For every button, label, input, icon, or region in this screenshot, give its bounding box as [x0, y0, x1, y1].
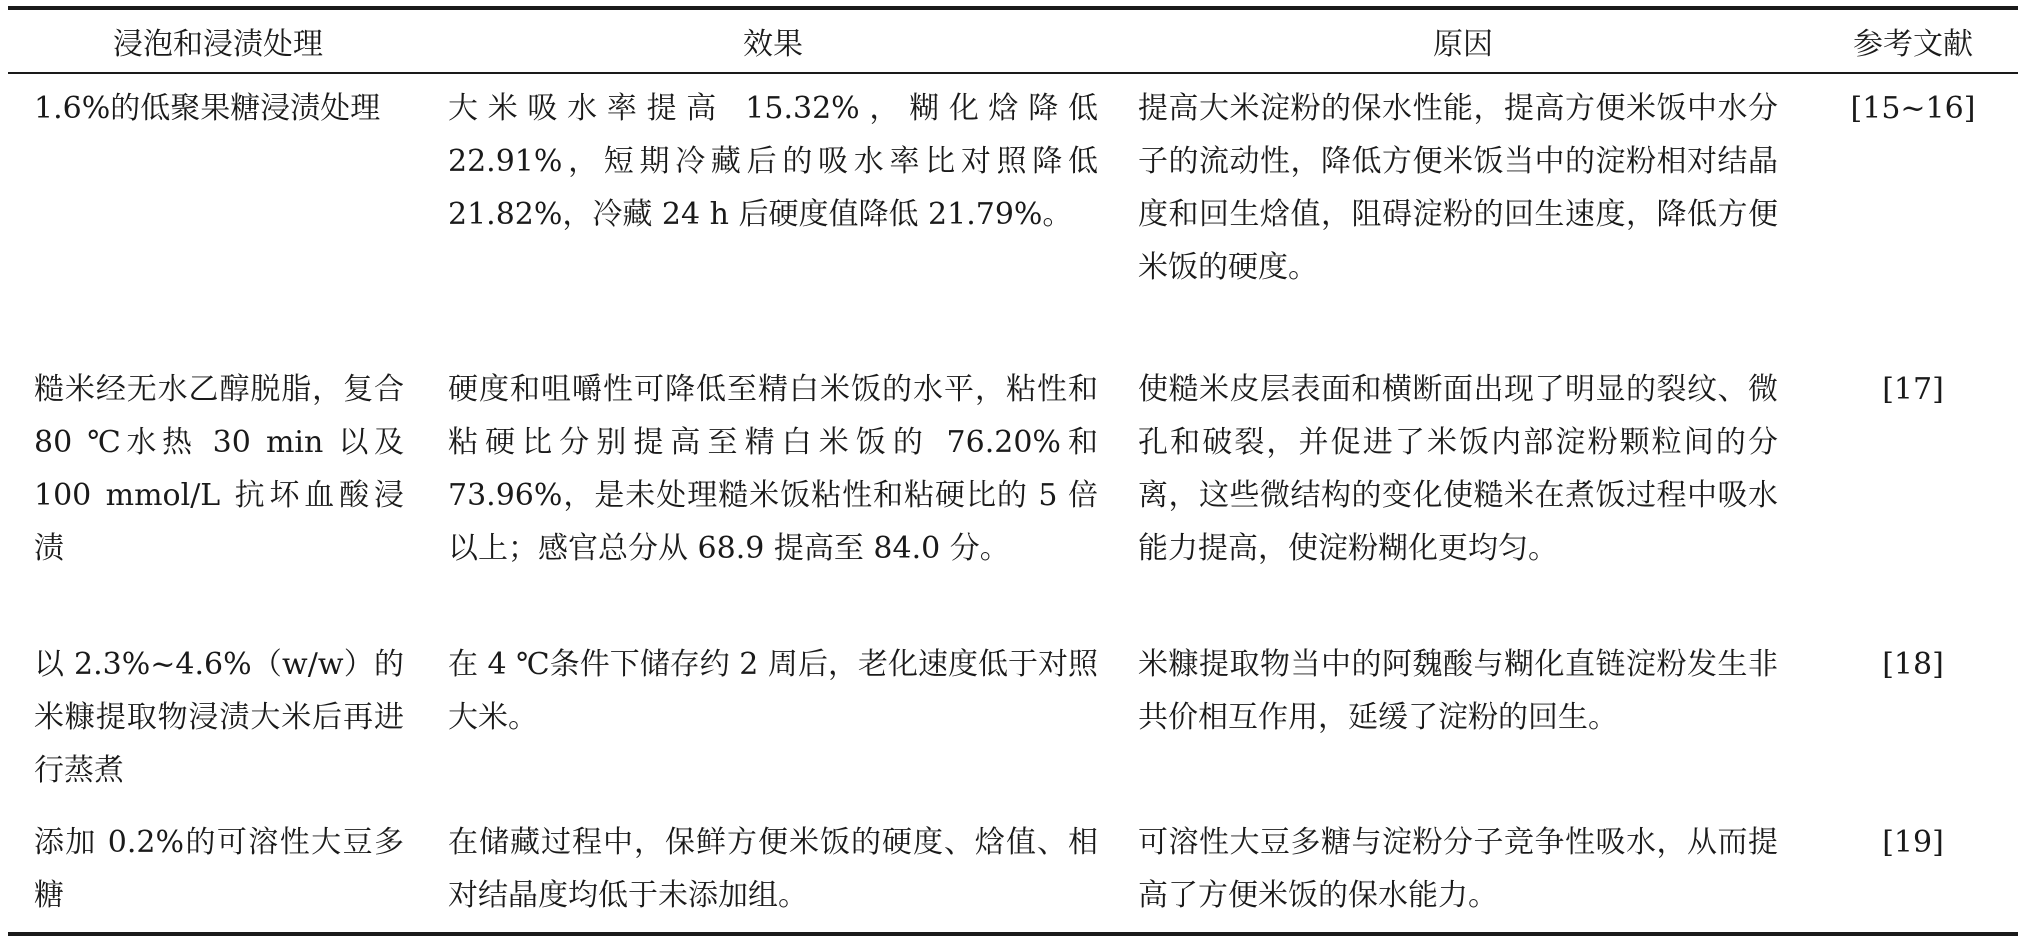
treatment-table: [8, 6, 2018, 936]
header-reference: 参考文献: [1853, 27, 1973, 62]
cell-reference: [18]: [1882, 647, 1944, 682]
cell-treatment: 1.6%的低聚果糖浸渍处理: [34, 91, 381, 126]
header-effect: 效果: [743, 27, 803, 62]
cell-reference: [15~16]: [1850, 91, 1976, 126]
cell-treatment: 糙米经无水乙醇脱脂，复合 80 ℃水热 30 min 以及 100 mmol/L 抗坏血酸浸渍: [34, 372, 404, 566]
table-row: [8, 630, 2018, 808]
cell-treatment: 以 2.3%~4.6%（w/w）的米糠提取物浸渍大米后再进行蒸煮: [34, 647, 404, 788]
table-header-row: [8, 8, 2018, 73]
table-container: [8, 6, 2018, 936]
cell-effect: 大米吸水率提高 15.32%，糊化焓降低 22.91%，短期冷藏后的吸水率比对照降低 21.82%，冷藏 24 h 后硬度值降低 21.79%。: [448, 91, 1098, 232]
cell-reason: 米糠提取物当中的阿魏酸与糊化直链淀粉发生非共价相互作用，延缓了淀粉的回生。: [1138, 647, 1778, 735]
cell-effect: 在储藏过程中，保鲜方便米饭的硬度、焓值、相对结晶度均低于未添加组。: [448, 825, 1098, 913]
cell-reference: [19]: [1882, 825, 1944, 860]
cell-effect: 在 4 ℃条件下储存约 2 周后，老化速度低于对照大米。: [448, 647, 1098, 735]
cell-reason: 提高大米淀粉的保水性能，提高方便米饭中水分子的流动性，降低方便米饭当中的淀粉相对结晶度和回生焓值，阻碍淀粉的回生速度，降低方便米饭的硬度。: [1138, 91, 1778, 285]
cell-reason: 可溶性大豆多糖与淀粉分子竞争性吸水，从而提高了方便米饭的保水能力。: [1138, 825, 1778, 913]
cell-reference: [17]: [1882, 372, 1944, 407]
header-treatment: 浸泡和浸渍处理: [113, 27, 323, 62]
header-reason: 原因: [1433, 27, 1493, 62]
cell-effect: 硬度和咀嚼性可降低至精白米饭的水平，粘性和粘硬比分别提高至精白米饭的 76.20%和 73.96%，是未处理糙米饭粘性和粘硬比的 5 倍以上；感官总分从 68.9 提高至 84.0 分。: [448, 372, 1098, 566]
table-row: [8, 73, 2018, 355]
cell-treatment: 添加 0.2%的可溶性大豆多糖: [34, 825, 404, 913]
table-row: [8, 808, 2018, 934]
table-row: [8, 355, 2018, 630]
cell-reason: 使糙米皮层表面和横断面出现了明显的裂纹、微孔和破裂，并促进了米饭内部淀粉颗粒间的分离，这些微结构的变化使糙米在煮饭过程中吸水能力提高，使淀粉糊化更均匀。: [1138, 372, 1778, 566]
